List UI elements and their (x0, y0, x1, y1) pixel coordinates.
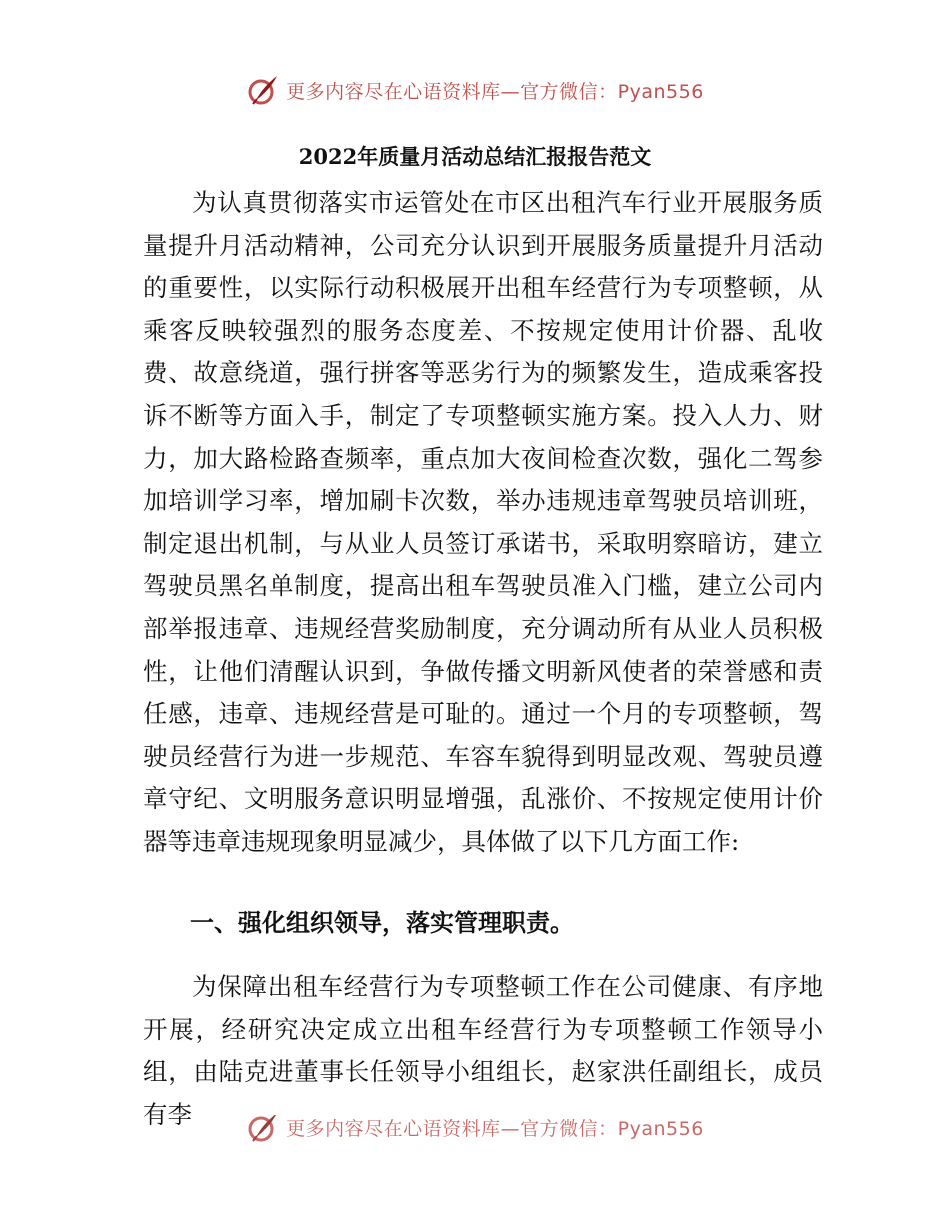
paragraph-section-1: 为保障出租车经营行为专项整顿工作在公司健康、有序地开展，经研究决定成立出租车经营行为专项整顿工作领导小组，由陆克进董事长任领导小组组长，赵家洪任副组长，成员有李 (143, 972, 823, 1129)
watermark-text: 更多内容尽在心语资料库—官方微信：Pyan556 (286, 80, 704, 103)
watermark-text: 更多内容尽在心语资料库—官方微信：Pyan556 (286, 1117, 704, 1140)
section-heading-1: 一、强化组织领导，落实管理职责。 (190, 908, 574, 937)
document-title: 2022年质量月活动总结汇报报告范文 (298, 144, 652, 169)
header-watermark (0, 70, 950, 110)
footer-watermark (0, 1115, 950, 1155)
quill-logo-icon (246, 73, 280, 107)
quill-logo-icon (246, 1115, 280, 1144)
paragraph-intro: 为认真贯彻落实市运管处在市区出租汽车行业开展服务质量提升月活动精神，公司充分认识到开展服务质量提升月活动的重要性，以实际行动积极展开出租车经营行为专项整顿，从乘客反映较强烈的服务态度差、不按规定使用计价器、乱收费、故意绕道，强行拼客等恶劣行为的频繁发生，造成乘客投诉不断等方面入手，制定了专项整顿实施方案。投入人力、财力，加大路检路查频率，重点加大夜间检查次数，强化二驾参加培训学习率，增加刷卡次数，举办违规违章驾驶员培训班，制定退出机制，与从业人员签订承诺书，采取明察暗访，建立驾驶员黑名单制度，提高出租车驾驶员准入门槛，建立公司内部举报违章、违规经营奖励制度，充分调动所有从业人员积极性，让他们清醒认识到，争做传播文明新风使者的荣誉感和责任感，违章、违规经营是可耻的。通过一个月的专项整顿，驾驶员经营行为进一步规范、车容车貌得到明显改观、驾驶员遵章守纪、文明服务意识明显增强，乱涨价、不按规定使用计价器等违章违规现象明显减少，具体做了以下几方面工作: (143, 188, 823, 856)
